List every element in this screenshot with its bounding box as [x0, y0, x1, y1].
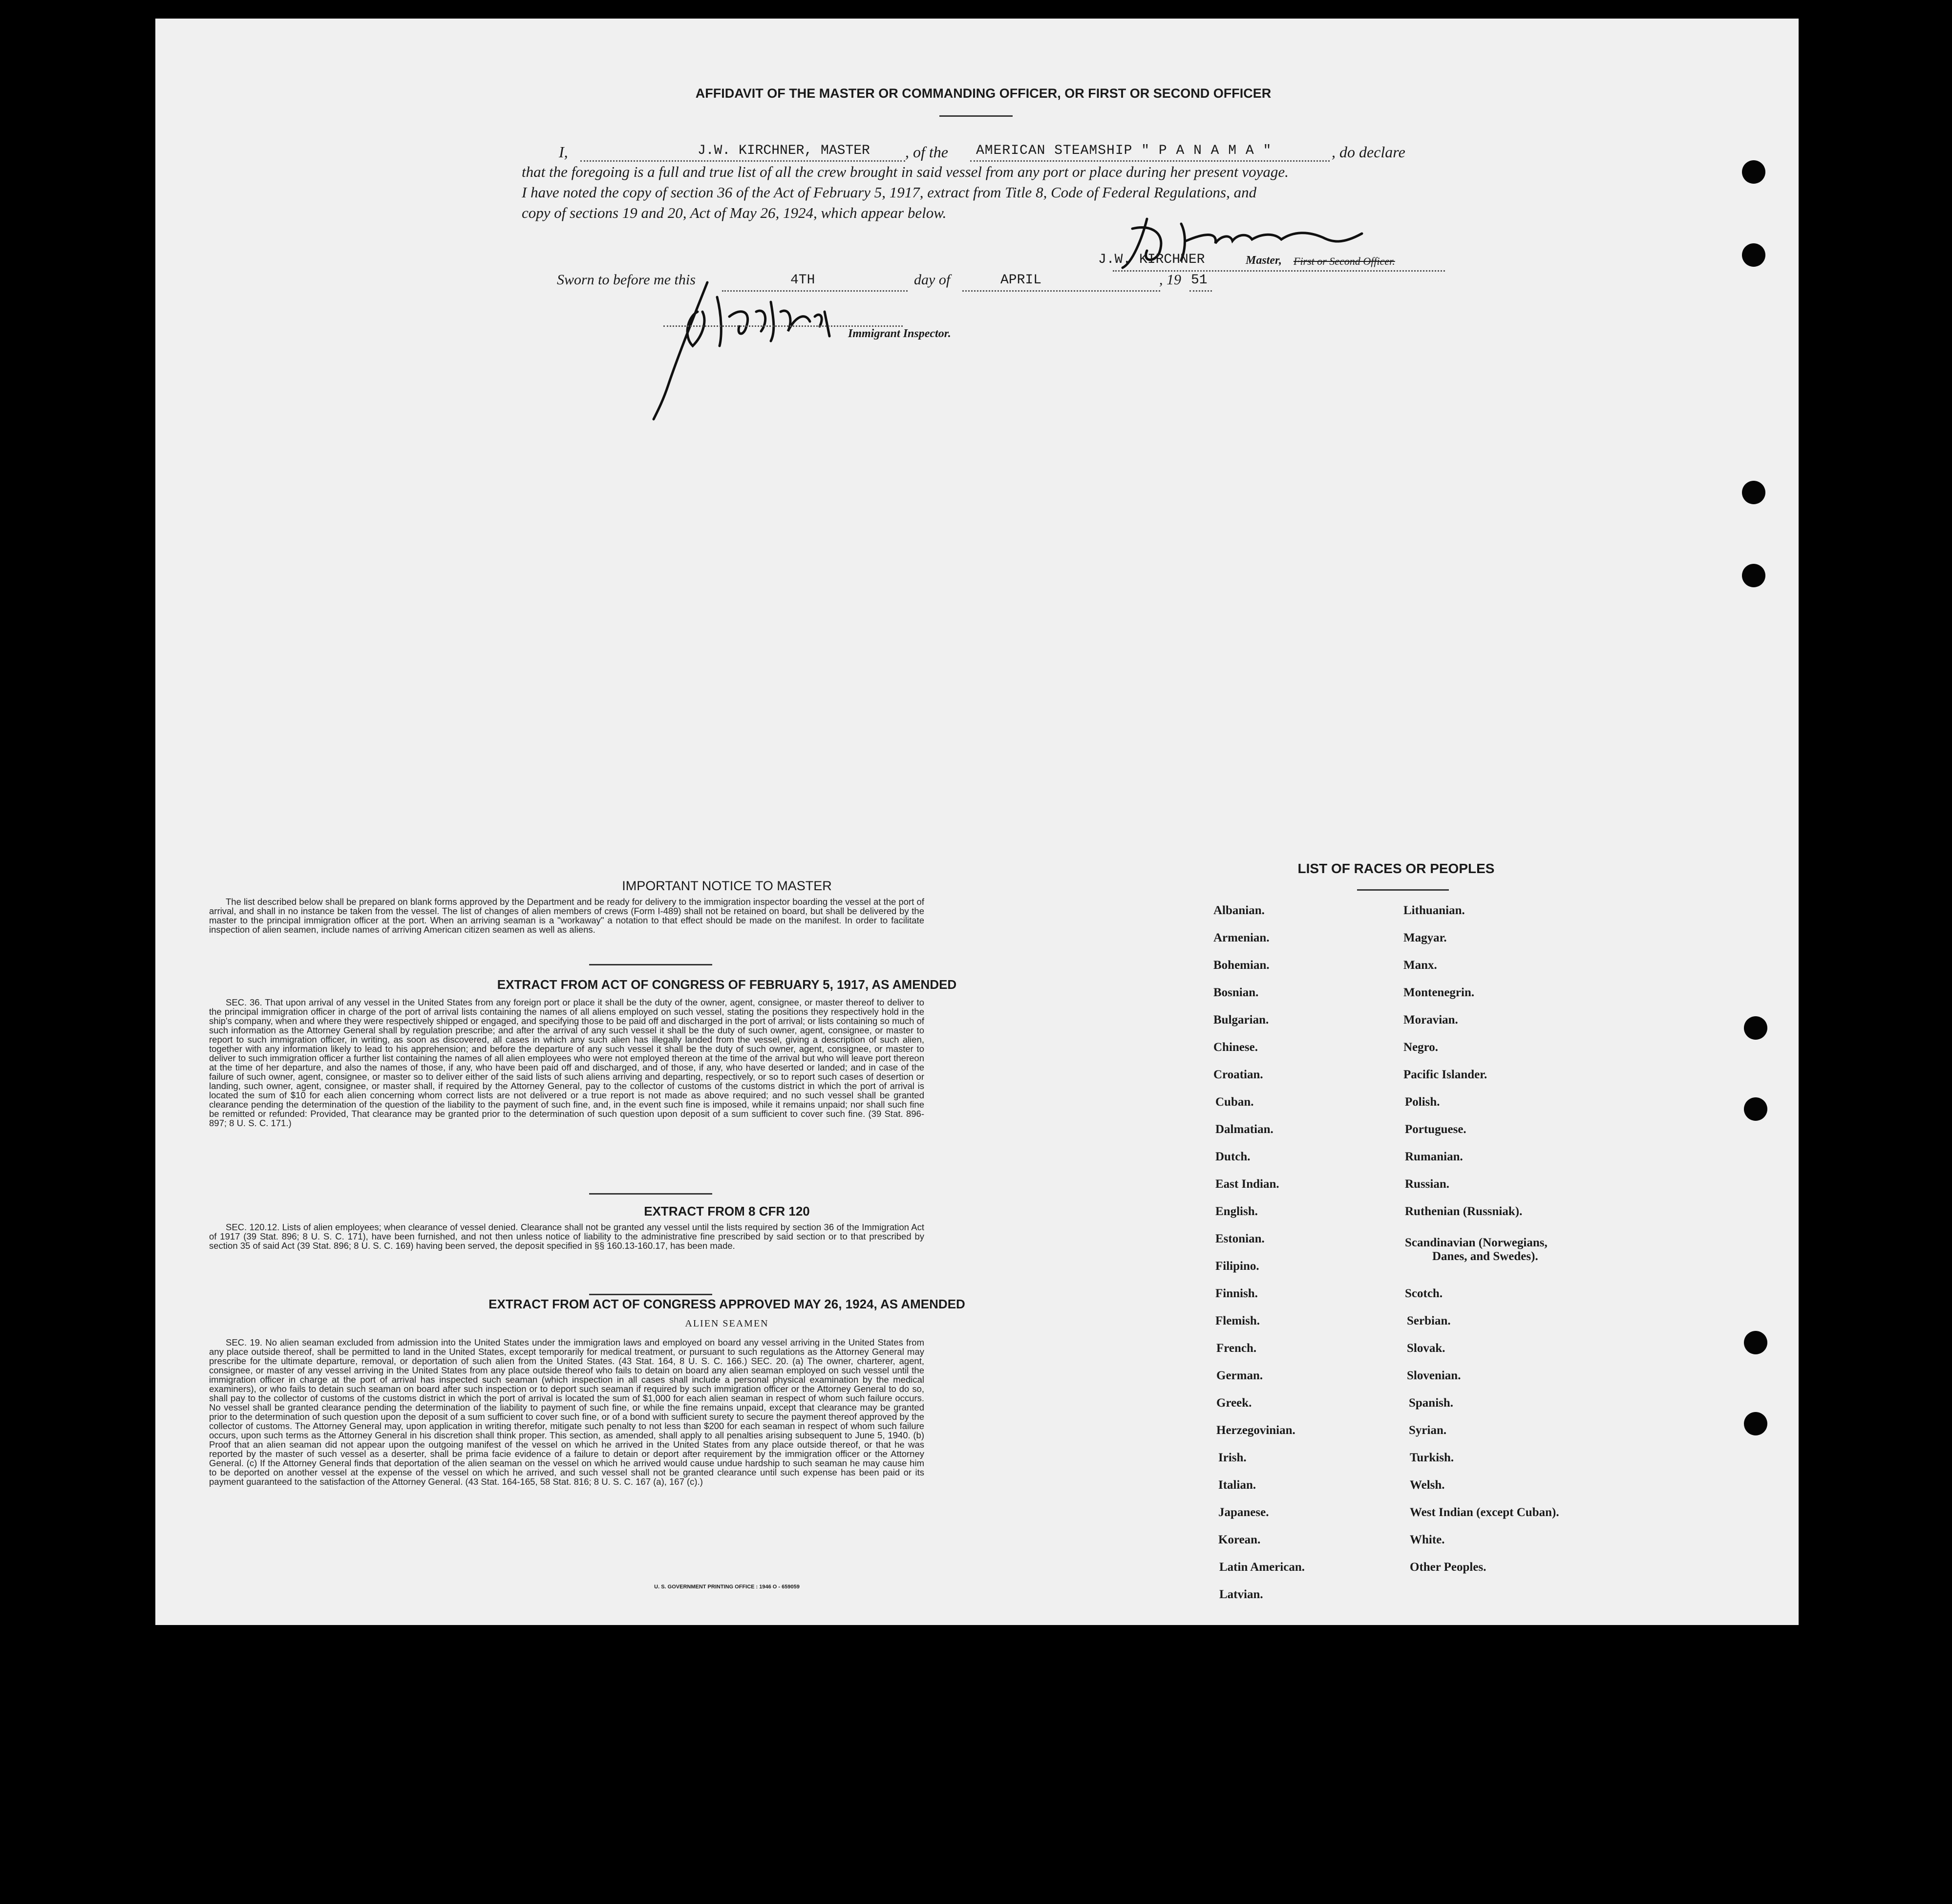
race-item: Scotch.	[1405, 1287, 1443, 1300]
race-item: Finnish.	[1215, 1287, 1258, 1300]
punch-hole	[1742, 564, 1765, 587]
section-rule	[589, 964, 712, 965]
vessel-line	[970, 160, 1330, 162]
races-title: LIST OF RACES OR PEOPLES	[1297, 861, 1495, 876]
affidavit-line-2: I have noted the copy of section 36 of the Act of February 5, 1917, extract from Title 8, Code of Federal Regulations, and	[522, 184, 1257, 201]
title-rule	[939, 115, 1013, 117]
year-line	[1189, 290, 1212, 292]
race-item: Albanian.	[1213, 904, 1265, 917]
day-of-label: day of	[914, 272, 951, 288]
race-item: Ruthenian (Russniak).	[1405, 1205, 1523, 1218]
month-field: APRIL	[1000, 273, 1042, 288]
name-line	[580, 160, 905, 162]
race-item: Magyar.	[1403, 931, 1447, 944]
race-item: Montenegrin.	[1403, 986, 1475, 999]
race-item: Polish.	[1405, 1095, 1440, 1109]
race-item: Bohemian.	[1213, 959, 1270, 972]
punch-hole	[1742, 481, 1765, 504]
race-item: French.	[1216, 1342, 1257, 1355]
race-item: Welsh.	[1410, 1478, 1445, 1492]
extract-1924-body: SEC. 19. No alien seaman excluded from admission into the United States under the immigration laws and employed on board any vessel arriving in the United States from any place outside thereof, shall be permitted to land in the United States, except temporarily for medical treatment, or pursuant to such regulations as the Attorney General may prescribe for the ultimate departure, removal, or deportation of such alien from the United States. (43 Stat. 164, 8 U. S. C. 166.) SEC. 20. (a) The owner, charterer, agent, consignee, or master of any vessel arriving in the United States from any place outside thereof who fails to detain on board any alien seaman employed on such vessel until the immigration officer in charge at the port of arrival has inspected such seaman (which inspection in all cases shall include a personal physical examination by the medical examiners), or who fails to detain such seaman on board after such inspection or to deport such seaman if required by such immigration officer or the Attorney General to do so, shall pay to the collector of customs of the customs district in which the port of arrival is located the sum of $1,000 for each alien seaman in respect of whom such failure occurs. No vessel shall be granted clearance pending the determination of the liability to payment of such fine, or while the fine remains unpaid, except that clearance may be granted prior to the determination of such question upon the deposit of a sum sufficient to cover such fine, or of a bond with sufficient surety to secure the payment thereof approved by the collector of customs. The Attorney General may, upon application in writing therefor, mitigate such penalty to not less than $200 for each seaman in respect of whom such failure occurs, upon such terms as the Attorney General in his discretion shall think proper. This section, as amended, shall apply to all penalties arising subsequent to June 5, 1940. (b) Proof that an alien seaman did not appear upon the outgoing manifest of the vessel on which he arrived in the United States from any place outside thereof, or that he was reported by the master of such vessel as a deserter, shall be prima facie evidence of a failure to detain or deport after requirement by the immigration officer or the Attorney General. (c) If the Attorney General finds that deportation of the alien seaman on the vessel on which he arrived would cause undue hardship to such seaman he may cause him to be deported on another vessel at the expense of the vessel on which he arrived, and such vessel shall not be granted clearance until such expense has been paid or its payment guaranteed to the satisfaction of the Attorney General. (43 Stat. 164-165, 58 Stat. 816; 8 U. S. C. 167 (a), 167 (c).)	[209, 1337, 924, 1487]
race-item: Herzegovinian.	[1216, 1424, 1295, 1437]
extract-1917-body: SEC. 36. That upon arrival of any vessel in the United States from any foreign port or place it shall be the duty of the owner, agent, consignee, or master thereof to deliver to the principal immigration officer in charge of the port of arrival lists containing the names of all aliens employed on such vessel, stating the positions they respectively hold in the ship's company, when and where they were respectively shipped or engaged, and specifying those to be paid off and discharged in the port of arrival; or lists containing so much of such information as the Attorney General shall by regulation prescribe; and after the arrival of any such vessel it shall be the duty of such owner, agent, consignee, or master to report to such immigration officer, in writing, as soon as discovered, all cases in which any such alien has illegally landed from the vessel, giving a description of such alien, together with any information likely to lead to his apprehension; and before the departure of any such vessel it shall be the duty of such owner, agent, consignee, or master to deliver to such immigration officer a further list containing the names of all alien employees who were not employed thereon at the time of the arrival but who will leave port thereon at the time of her departure, and also the names of those, if any, who have been paid off and discharged, and of those, if any, who have deserted or landed; and in case of the failure of such owner, agent, consignee, or master so to deliver either of the said lists of such aliens arriving and departing, respectively, or so to report such cases of desertion or landing, such owner, agent, consignee, or master shall, if required by the Attorney General, pay to the collector of customs of the customs district in which the port of arrival is located the sum of $10 for each alien concerning whom correct lists are not delivered or a true report is not made as above required; and no such vessel shall be granted clearance pending the determination of the question of the liability to the payment of such fine, and, in the event such fine is imposed, while it remains unpaid; nor shall such fine be remitted or refunded: Provided, That clearance may be granted prior to the determination of such question upon deposit of a sum sufficient to cover such fine. (39 Stat. 896-897; 8 U. S. C. 171.)	[209, 997, 924, 1128]
punch-hole	[1742, 160, 1765, 184]
race-item: Estonian.	[1215, 1232, 1265, 1245]
race-item: German.	[1216, 1369, 1263, 1382]
race-item: Rumanian.	[1405, 1150, 1463, 1163]
race-item: Turkish.	[1410, 1451, 1454, 1464]
race-item: Bosnian.	[1213, 986, 1259, 999]
race-item: Manx.	[1403, 959, 1437, 972]
punch-hole	[1744, 1331, 1767, 1354]
race-item: Danes, and Swedes).	[1432, 1250, 1538, 1263]
i-label: I,	[559, 143, 568, 161]
race-item: Dalmatian.	[1215, 1123, 1273, 1136]
race-item: Japanese.	[1218, 1506, 1269, 1519]
races-title-rule	[1357, 889, 1449, 891]
printer-line: U. S. GOVERNMENT PRINTING OFFICE : 1946 O - 659059	[654, 1584, 800, 1590]
affidavit-title: AFFIDAVIT OF THE MASTER OR COMMANDING OFFICER, OR FIRST OR SECOND OFFICER	[695, 86, 1272, 101]
punch-hole	[1742, 243, 1765, 267]
affidavit-line-3: copy of sections 19 and 20, Act of May 26, 1924, which appear below.	[522, 204, 947, 221]
vessel-name-field: AMERICAN STEAMSHIP " P A N A M A "	[976, 143, 1272, 158]
document-page	[155, 19, 1799, 1625]
race-item: Bulgarian.	[1213, 1013, 1269, 1027]
punch-hole	[1744, 1412, 1767, 1435]
race-item: Dutch.	[1215, 1150, 1251, 1163]
race-item: Negro.	[1403, 1041, 1439, 1054]
race-item: Scandinavian (Norwegians,	[1405, 1236, 1548, 1249]
year-field: 51	[1191, 273, 1208, 288]
race-item: Syrian.	[1409, 1424, 1447, 1437]
race-item: Flemish.	[1215, 1314, 1260, 1327]
inspector-signature-line	[663, 325, 903, 327]
race-item: Spanish.	[1409, 1396, 1454, 1410]
race-item: Pacific Islander.	[1403, 1068, 1487, 1081]
inspector-label: Immigrant Inspector.	[848, 327, 951, 340]
master-name-field: J.W. KIRCHNER, MASTER	[698, 143, 870, 158]
do-declare-label: , do declare	[1332, 143, 1405, 161]
race-item: Greek.	[1216, 1396, 1252, 1410]
month-line	[962, 290, 1160, 292]
race-item: Slovenian.	[1407, 1369, 1461, 1382]
extract-cfr-body: SEC. 120.12. Lists of alien employees; when clearance of vessel denied. Clearance shall not be granted any vessel until the lists required by section 36 of the Immigration Act of 1917 (39 Stat. 896; 8 U. S. C. 171), have been furnished, and not then unless notice of liability to the administrative fine prescribed by said section or to that prescribed by section 35 of said Act (39 Stat. 896; 8 U. S. C. 169) having been served, the deposit specified in §§ 160.13-160.17, has been made.	[209, 1222, 924, 1251]
race-item: Slovak.	[1407, 1342, 1445, 1355]
race-item: Other Peoples.	[1410, 1561, 1486, 1574]
master-role-label: Master,	[1246, 254, 1282, 267]
notice-title: IMPORTANT NOTICE TO MASTER	[622, 878, 832, 893]
race-item: Armenian.	[1213, 931, 1270, 944]
punch-hole	[1744, 1016, 1767, 1040]
race-item: East Indian.	[1215, 1177, 1279, 1191]
race-item: Cuban.	[1215, 1095, 1254, 1109]
race-item: Lithuanian.	[1403, 904, 1465, 917]
race-item: Filipino.	[1215, 1260, 1259, 1273]
extract-1924-title: EXTRACT FROM ACT OF CONGRESS APPROVED MAY 26, 1924, AS AMENDED	[488, 1297, 965, 1311]
race-item: Portuguese.	[1405, 1123, 1466, 1136]
race-item: Croatian.	[1213, 1068, 1263, 1081]
section-rule	[589, 1294, 712, 1295]
affidavit-line-1: that the foregoing is a full and true list of all the crew brought in said vessel from any port or place during her present voyage.	[522, 163, 1289, 180]
race-item: West Indian (except Cuban).	[1410, 1506, 1559, 1519]
race-item: White.	[1410, 1533, 1445, 1546]
master-typed-name: J.W. KIRCHNER	[1098, 252, 1205, 267]
race-item: Serbian.	[1407, 1314, 1451, 1327]
notice-body: The list described below shall be prepared on blank forms approved by the Department and be ready for delivery to the immigration inspector boarding the vessel at the port of arrival, and shall in no instance be taken from the vessel. The list of changes of alien members of crews (Form I-489) shall not be retained on board, but shall be delivered by the master to the principal immigration officer at the port. When an arriving seaman is a "workaway" a notation to that effect should be made on the manifest. In order to facilitate inspection of alien seamen, include names of arriving American citizen seamen as well as aliens.	[209, 897, 924, 935]
race-item: Italian.	[1218, 1478, 1256, 1492]
year-prefix: , 19	[1159, 272, 1181, 288]
section-rule	[589, 1193, 712, 1195]
sworn-label: Sworn to before me this	[557, 272, 696, 288]
officer-role-struck: First or Second Officer.	[1294, 255, 1395, 267]
punch-hole	[1744, 1097, 1767, 1121]
extract-1917-title: EXTRACT FROM ACT OF CONGRESS OF FEBRUARY 5, 1917, AS AMENDED	[497, 977, 957, 992]
race-item: Korean.	[1218, 1533, 1261, 1546]
day-field: 4TH	[790, 273, 815, 288]
race-item: English.	[1215, 1205, 1258, 1218]
inspector-signature	[624, 263, 859, 424]
alien-seamen-subtitle: ALIEN SEAMEN	[685, 1318, 769, 1329]
extract-cfr-title: EXTRACT FROM 8 CFR 120	[644, 1204, 810, 1219]
race-item: Moravian.	[1403, 1013, 1458, 1027]
race-item: Latin American.	[1219, 1561, 1305, 1574]
race-item: Chinese.	[1213, 1041, 1258, 1054]
race-item: Russian.	[1405, 1177, 1450, 1191]
race-item: Irish.	[1218, 1451, 1247, 1464]
of-the-label: , of the	[905, 143, 948, 161]
race-item: Latvian.	[1219, 1588, 1263, 1601]
